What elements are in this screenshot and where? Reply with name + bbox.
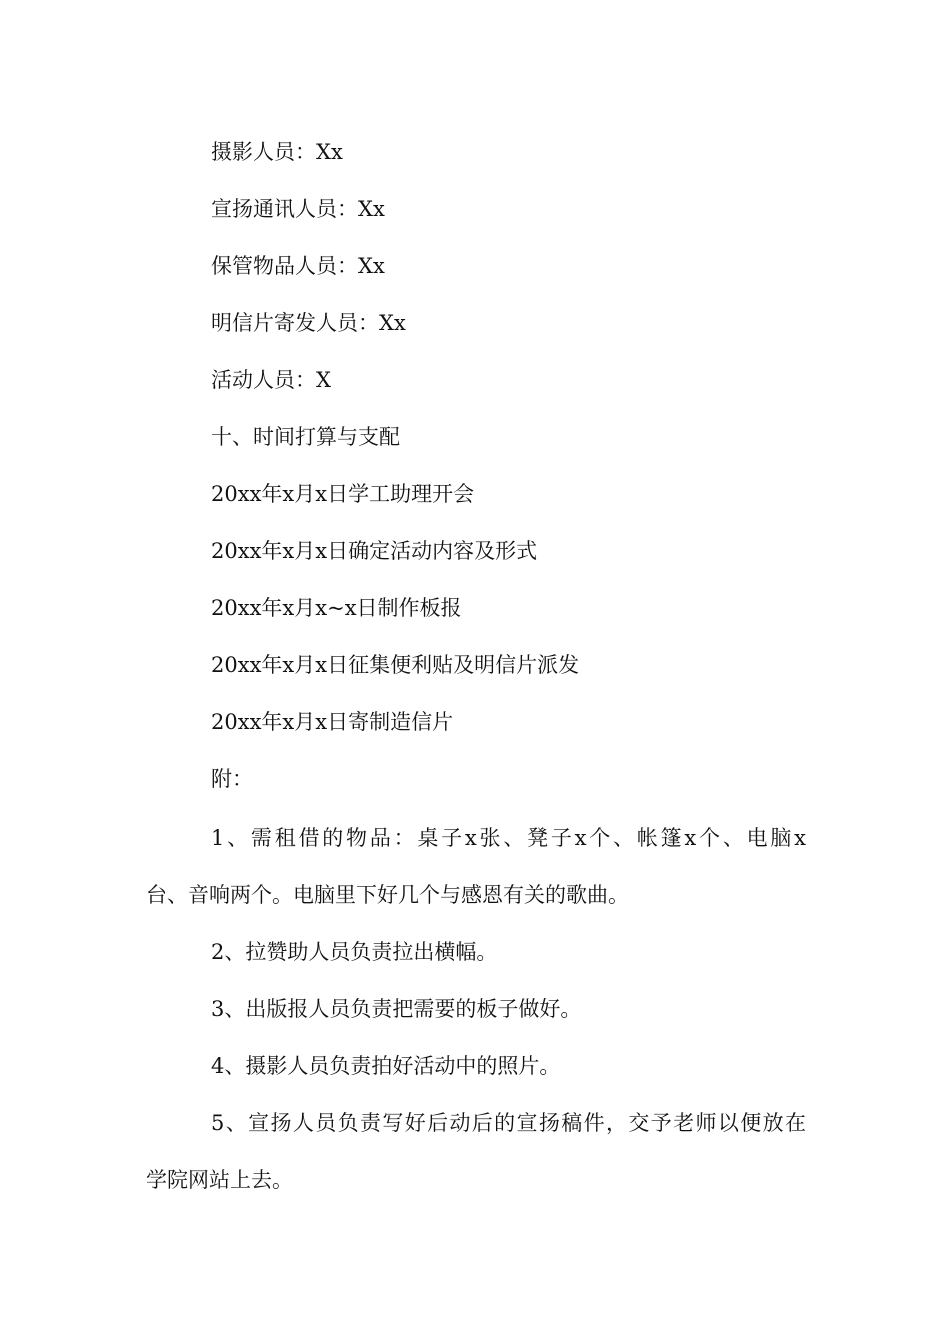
schedule-item-5: 20xx年x月x日寄制造信片 [211, 710, 454, 734]
appendix-item-5-line-1: 5、宣扬人员负责写好后动后的宣扬稿件，交予老师以便放在 [211, 1111, 806, 1135]
schedule-item-2: 20xx年x月x日确定活动内容及形式 [211, 539, 538, 563]
appendix-heading: 附： [211, 767, 253, 791]
appendix-item-4: 4、摄影人员负责拍好活动中的照片。 [211, 1054, 561, 1078]
schedule-item-1: 20xx年x月x日学工助理开会 [211, 482, 475, 506]
schedule-item-4: 20xx年x月x日征集便利贴及明信片派发 [211, 653, 580, 677]
appendix-item-3: 3、出版报人员负责把需要的板子做好。 [211, 997, 582, 1021]
section-heading-schedule: 十、时间打算与支配 [211, 425, 400, 449]
staff-publicity-communication: 宣扬通讯人员：Xx [211, 197, 385, 221]
appendix-item-1-line-2: 台、音响两个。电脑里下好几个与感恩有关的歌曲。 [146, 883, 629, 907]
staff-postcard-sender: 明信片寄发人员：Xx [211, 311, 406, 335]
schedule-item-3: 20xx年x月x~x日制作板报 [211, 596, 462, 620]
staff-photographer: 摄影人员：Xx [211, 140, 343, 164]
staff-activity: 活动人员：X [211, 368, 331, 392]
appendix-item-5-line-2: 学院网站上去。 [146, 1168, 293, 1192]
appendix-item-1-line-1: 1、需租借的物品：桌子x张、凳子x个、帐篷x个、电脑x [211, 826, 806, 850]
staff-item-keeper: 保管物品人员：Xx [211, 254, 385, 278]
appendix-item-2: 2、拉赞助人员负责拉出横幅。 [211, 940, 498, 964]
